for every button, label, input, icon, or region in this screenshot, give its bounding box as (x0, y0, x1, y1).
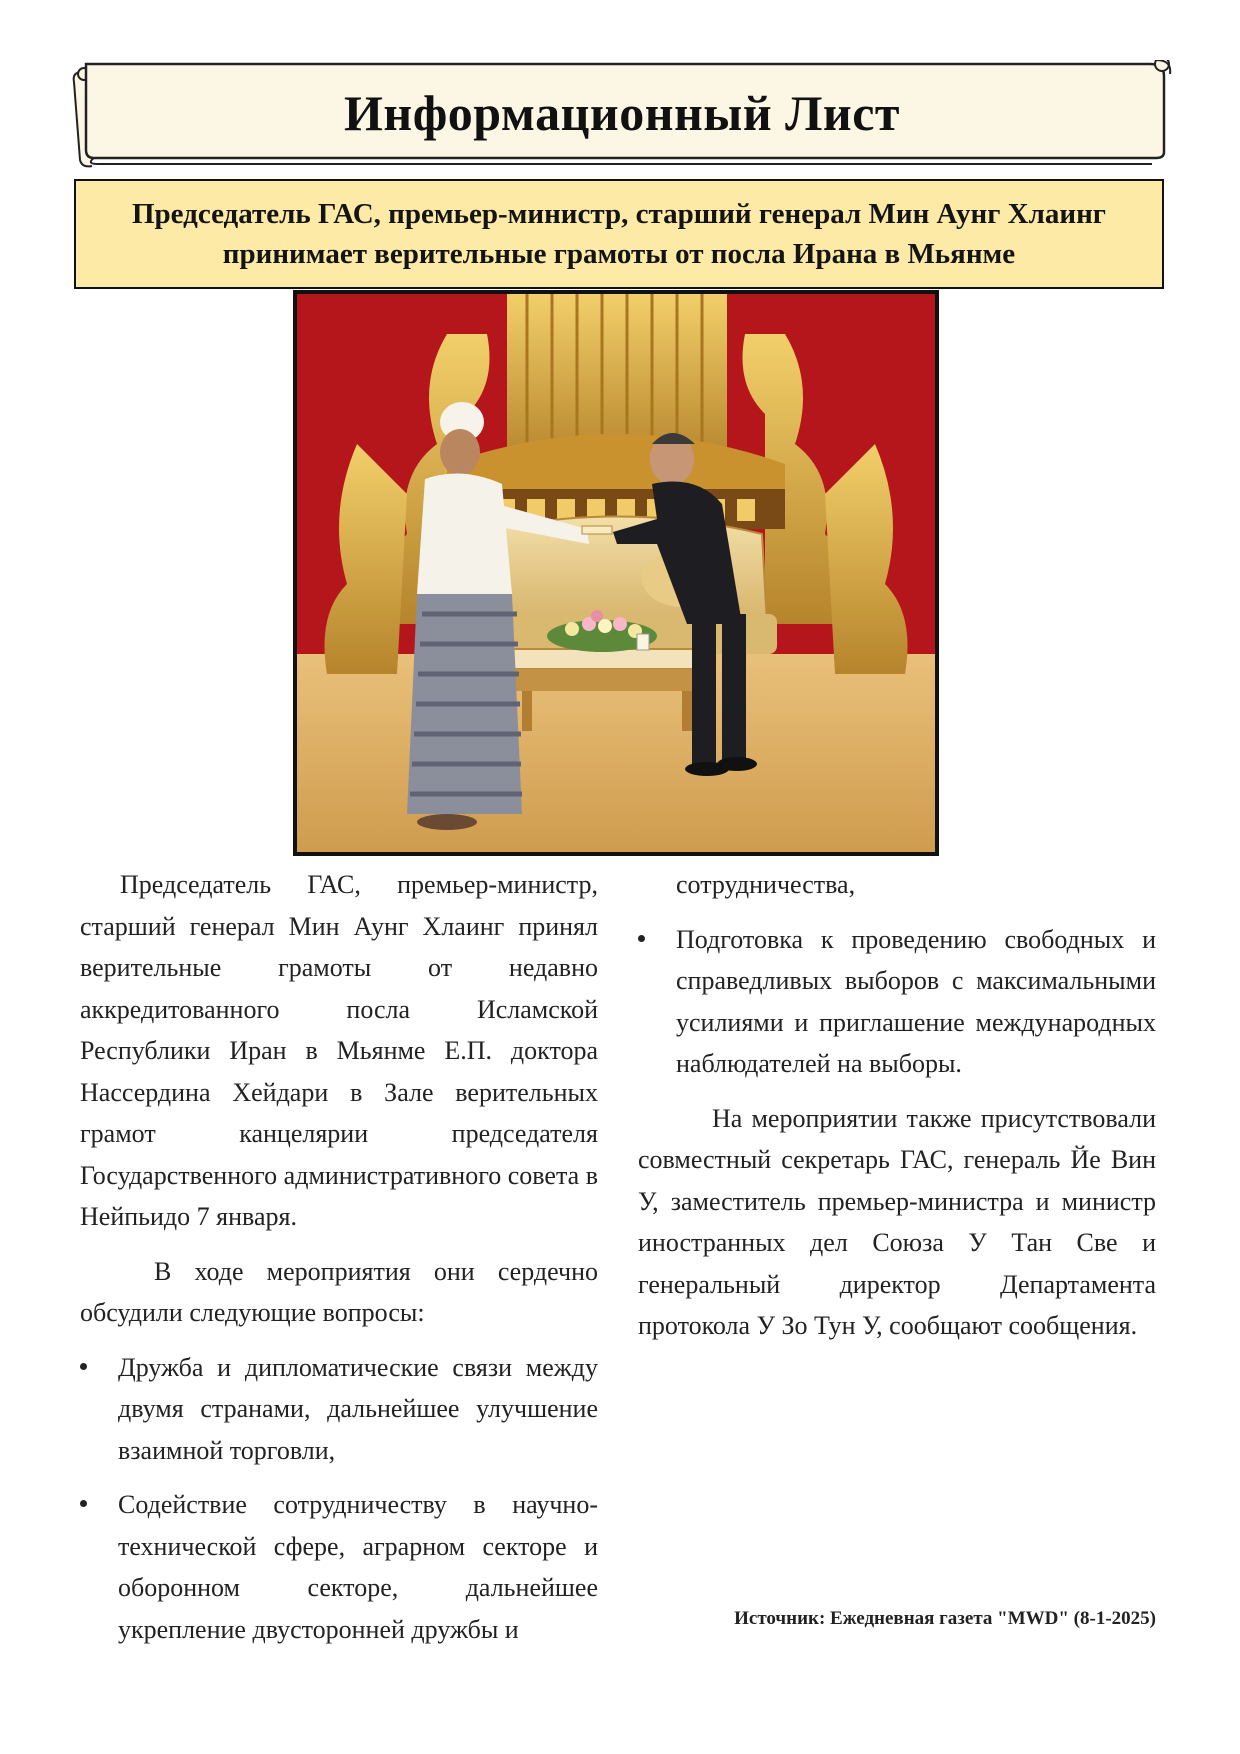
list-item (80, 1484, 598, 1650)
list-item-text: сотрудничества, (676, 870, 856, 899)
list-item-text: Дружба и дипломатические связи между двумя странами, дальнейшее улучшение взаимной торговли, (118, 1352, 598, 1465)
article-column-left (80, 864, 598, 1650)
article-paragraph-1: Председатель ГАС, премьер-министр, старший генерал Мин Аунг Хлаинг принял верительные грамоты от недавно аккредитованного посла Исламской Республики Иран в Мьянме Е.П. доктора Нассердина Хейдари в Зале верительных грамот канцелярии председателя Государственного административного совета в Нейпьидо 7 января. (80, 870, 598, 1231)
ceremony-photo (293, 290, 939, 856)
headline-line-1: Председатель ГАС, премьер-министр, старший генерал Мин Аунг Хлаинг (132, 198, 1106, 230)
list-item-text: Подготовка к проведению свободных и справедливых выборов с максимальными усилиями и приглашение международных наблюдателей на выборы. (676, 924, 1156, 1078)
bullet-icon (80, 1363, 87, 1370)
page-title: Информационный Лист (344, 85, 900, 141)
list-item (80, 1347, 598, 1472)
title-banner (72, 60, 1172, 168)
list-item (638, 919, 1156, 1085)
article-paragraph-2: В ходе мероприятия они сердечно обсудили следующие вопросы: (80, 1256, 598, 1327)
article-paragraph-3: На мероприятии также присутствовали совместный секретарь ГАС, генераль Йе Вин У, заместитель премьер-министра и министр иностранных дел Союза У Тан Све и генеральный директор Департамента протокола У Зо Тун У, сообщают сообщения. (638, 1103, 1156, 1340)
list-item-text: Содействие сотрудничеству в научно-технической сфере, аграрном секторе и оборонном секторе, дальнейшее укрепление двусторонней дружбы и (118, 1490, 598, 1644)
ceremony-photo-graphic (297, 294, 935, 852)
article-column-right (638, 864, 1156, 1347)
headline-box (74, 179, 1164, 289)
list-item-continuation (638, 864, 1156, 906)
bullet-icon (80, 1500, 87, 1507)
headline-line-2: принимает верительные грамоты от посла Ирана в Мьянме (222, 238, 1016, 270)
bullet-icon (638, 935, 645, 942)
source-citation: Источник: Ежедневная газета "MWD" (8-1-2025) (734, 1608, 1156, 1629)
